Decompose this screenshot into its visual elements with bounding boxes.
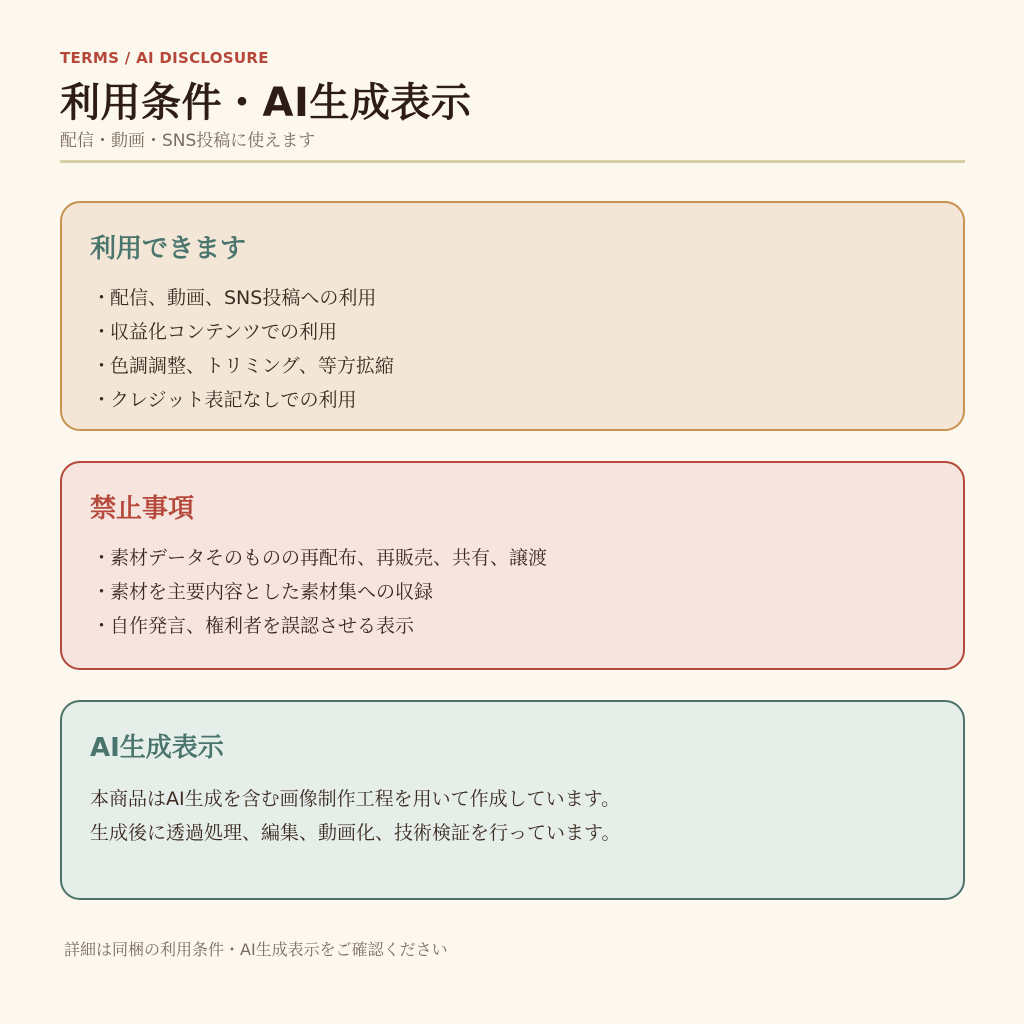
list-item bbox=[90, 315, 935, 349]
allowed-list bbox=[90, 281, 935, 417]
bullet: ・ bbox=[92, 287, 112, 309]
bullet: ・ bbox=[92, 321, 112, 343]
page-subtitle: 配信・動画・SNS投稿に使えます bbox=[60, 131, 316, 151]
bullet: ・ bbox=[92, 389, 112, 411]
forbidden-title: 禁止事項 bbox=[90, 494, 195, 524]
allowed-title: 利用できます bbox=[90, 234, 247, 264]
list-item bbox=[90, 575, 935, 609]
list-item-text: 素材を主要内容とした素材集への収録 bbox=[110, 581, 434, 603]
ai-disclosure-card bbox=[60, 700, 965, 900]
footer-note: 詳細は同梱の利用条件・AI生成表示をご確認ください bbox=[64, 940, 448, 959]
ai-disclosure-line: 生成後に透過処理、編集、動画化、技術検証を行っています。 bbox=[90, 822, 621, 844]
list-item-text: 自作発言、権利者を誤認させる表示 bbox=[110, 615, 415, 637]
list-item bbox=[90, 383, 935, 417]
list-item bbox=[90, 609, 935, 643]
list-item-text: 配信、動画、SNS投稿への利用 bbox=[110, 287, 377, 309]
allowed-card bbox=[60, 201, 965, 431]
bullet: ・ bbox=[92, 581, 112, 603]
list-item-text: 素材データそのものの再配布、再販売、共有、譲渡 bbox=[110, 547, 548, 569]
forbidden-card bbox=[60, 461, 965, 670]
list-item bbox=[90, 281, 935, 315]
page-title: 利用条件・AI生成表示 bbox=[60, 80, 472, 126]
forbidden-list bbox=[90, 541, 935, 643]
list-item bbox=[90, 541, 935, 575]
list-item-text: 収益化コンテンツでの利用 bbox=[110, 321, 338, 343]
ai-disclosure-title: AI生成表示 bbox=[90, 733, 224, 763]
ai-disclosure-line: 本商品はAI生成を含む画像制作工程を用いて作成しています。 bbox=[90, 788, 621, 810]
bullet: ・ bbox=[92, 615, 112, 637]
list-item bbox=[90, 349, 935, 383]
ai-disclosure-body bbox=[90, 782, 935, 850]
header-divider bbox=[60, 160, 965, 163]
bullet: ・ bbox=[92, 355, 112, 377]
page-header bbox=[60, 48, 964, 152]
list-item-text: クレジット表記なしでの利用 bbox=[110, 389, 357, 411]
list-item-text: 色調調整、トリミング、等方拡縮 bbox=[110, 355, 394, 377]
eyebrow-label: TERMS / AI DISCLOSURE bbox=[60, 49, 269, 67]
bullet: ・ bbox=[92, 547, 112, 569]
